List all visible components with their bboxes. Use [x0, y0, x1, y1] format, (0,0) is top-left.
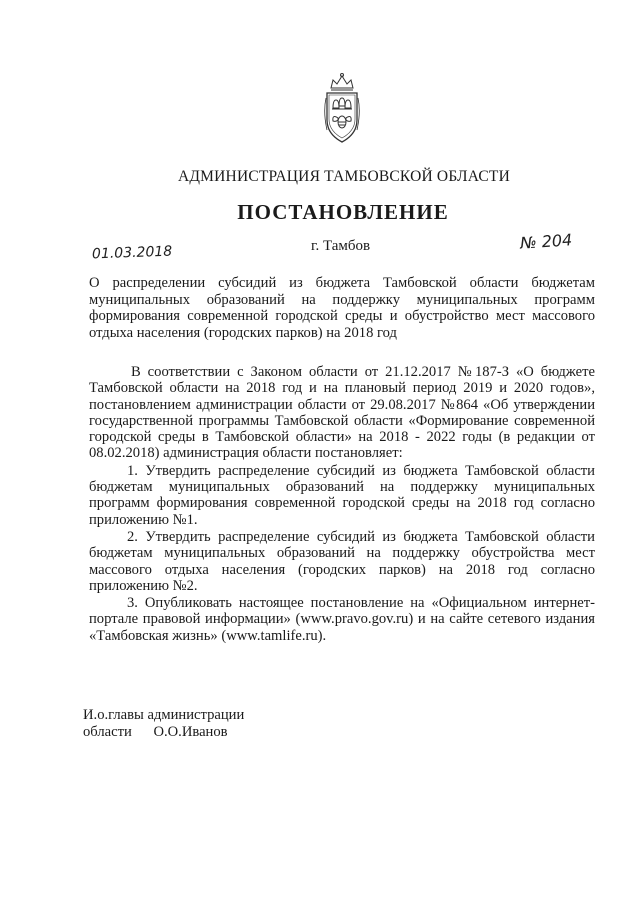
signature-block [83, 707, 244, 740]
signatory-row [83, 724, 244, 741]
list-item: 1. Утвердить распределение субсидий из бюджета Тамбовской области бюджетам муниципальных образований на поддержку муниципальных программ формирования современной городской среды на 2018 год согласно приложению №1. [89, 462, 595, 528]
document-body [89, 364, 595, 644]
handwritten-date: 01.03.2018 [91, 243, 173, 263]
coat-of-arms-icon [322, 72, 362, 146]
signatory-position: И.о.главы администрации [83, 707, 245, 723]
list-item: 2. Утвердить распределение субсидий из бюджета Тамбовской области бюджетам муниципальных образований на поддержку обустройства мест массового отдыха населения (городских парков) на 2018 год согласно приложению №2. [89, 528, 595, 594]
list-item: 3. Опубликовать настоящее постановление на «Официальном интернет-портале правовой информации» (www.pravo.gov.ru) и на сайте сетевого издания «Тамбовская жизнь» (www.tamlife.ru). [89, 595, 595, 644]
document-type-title: ПОСТАНОВЛЕНИЕ [237, 200, 449, 224]
organization-name: АДМИНИСТРАЦИЯ ТАМБОВСКОЙ ОБЛАСТИ [178, 168, 510, 185]
preamble-paragraph: В соответствии с Законом области от 21.12.2017 №187-З «О бюджете Тамбовской области на 2018 год и на плановый период 2019 и 2020 годов», постановлением администрации области от 29.08.2017 №864 «Об утверждении государственной программы Тамбовской области «Формирование современной городской среды в Тамбовской области» на 2018 - 2022 годы (в редакции от 08.02.2018) администрация области постановляет: [89, 364, 595, 462]
signatory-name: О.О.Иванов [153, 723, 228, 740]
document-subject: О распределении субсидий из бюджета Тамбовской области бюджетам муниципальных образований на поддержку муниципальных программ формирования современной городской среды и обустройство мест массового отдыха населения (городских парков) на 2018 год [89, 275, 595, 341]
city-label: г. Тамбов [311, 238, 371, 254]
signatory-position-region: области [83, 723, 132, 740]
handwritten-number: № 204 [519, 230, 573, 253]
